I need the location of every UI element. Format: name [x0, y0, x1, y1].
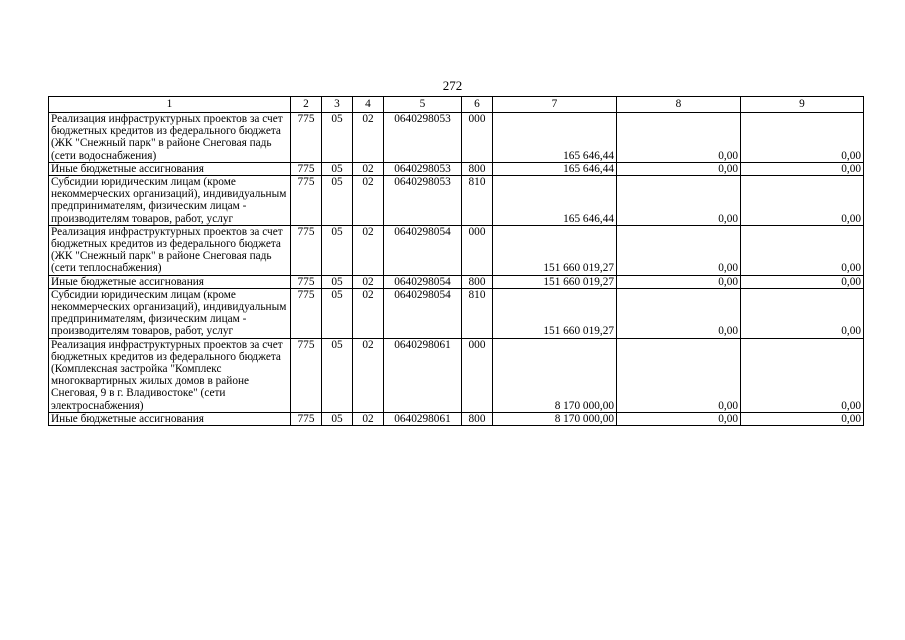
- table-row: [49, 162, 864, 175]
- amount-cell: 165 646,44: [493, 113, 617, 163]
- amount-cell: 0,00: [741, 412, 864, 425]
- header-row: [49, 97, 864, 113]
- code-cell: 02: [353, 338, 384, 412]
- amount-cell: 0,00: [741, 162, 864, 175]
- code-cell: 800: [462, 162, 493, 175]
- code-cell: 0640298053: [384, 113, 462, 163]
- amount-cell: 8 170 000,00: [493, 338, 617, 412]
- amount-cell: 0,00: [617, 288, 741, 338]
- row-name-cell: Иные бюджетные ассигнования: [49, 162, 291, 175]
- code-cell: 775: [291, 412, 322, 425]
- table-row: [49, 288, 864, 338]
- row-name-cell: Реализация инфраструктурных проектов за счет бюджетных кредитов из федерального бюджета (ЖК "Снежный парк" в районе Снеговая падь (сети водоснабжения): [49, 113, 291, 163]
- code-cell: 775: [291, 275, 322, 288]
- code-cell: 800: [462, 275, 493, 288]
- amount-cell: 0,00: [741, 275, 864, 288]
- code-cell: 05: [322, 338, 353, 412]
- table-row: [49, 176, 864, 226]
- code-cell: 0640298061: [384, 338, 462, 412]
- code-cell: 05: [322, 225, 353, 275]
- code-cell: 0640298061: [384, 412, 462, 425]
- amount-cell: 0,00: [741, 225, 864, 275]
- column-header: 5: [384, 97, 462, 113]
- code-cell: 05: [322, 113, 353, 163]
- code-cell: 0640298054: [384, 288, 462, 338]
- table-row: [49, 275, 864, 288]
- table-row: [49, 412, 864, 425]
- code-cell: 810: [462, 288, 493, 338]
- table-row: [49, 225, 864, 275]
- amount-cell: 0,00: [741, 176, 864, 226]
- code-cell: 775: [291, 225, 322, 275]
- amount-cell: 8 170 000,00: [493, 412, 617, 425]
- row-name-cell: Субсидии юридическим лицам (кроме некоммерческих организаций), индивидуальным предпринимателям, физическим лицам - производителям товаров, работ, услуг: [49, 176, 291, 226]
- row-name-cell: Иные бюджетные ассигнования: [49, 275, 291, 288]
- column-header: 6: [462, 97, 493, 113]
- page-number: 272: [442, 78, 463, 93]
- code-cell: 000: [462, 338, 493, 412]
- code-cell: 0640298053: [384, 162, 462, 175]
- code-cell: 775: [291, 162, 322, 175]
- column-header: 1: [49, 97, 291, 113]
- code-cell: 02: [353, 412, 384, 425]
- code-cell: 05: [322, 288, 353, 338]
- amount-cell: 0,00: [617, 162, 741, 175]
- code-cell: 05: [322, 162, 353, 175]
- code-cell: 775: [291, 113, 322, 163]
- amount-cell: 0,00: [741, 113, 864, 163]
- code-cell: 775: [291, 176, 322, 226]
- amount-cell: 0,00: [741, 288, 864, 338]
- amount-cell: 151 660 019,27: [493, 275, 617, 288]
- code-cell: 000: [462, 113, 493, 163]
- code-cell: 05: [322, 275, 353, 288]
- amount-cell: 0,00: [617, 225, 741, 275]
- code-cell: 05: [322, 176, 353, 226]
- row-name-cell: Реализация инфраструктурных проектов за счет бюджетных кредитов из федерального бюджета (ЖК "Снежный парк" в районе Снеговая падь (сети теплоснабжения): [49, 225, 291, 275]
- amount-cell: 0,00: [617, 275, 741, 288]
- code-cell: 775: [291, 338, 322, 412]
- code-cell: 02: [353, 176, 384, 226]
- code-cell: 02: [353, 288, 384, 338]
- code-cell: 02: [353, 162, 384, 175]
- column-header: 7: [493, 97, 617, 113]
- table-row: [49, 113, 864, 163]
- amount-cell: 165 646,44: [493, 176, 617, 226]
- budget-table: [48, 96, 864, 426]
- code-cell: 02: [353, 275, 384, 288]
- code-cell: 800: [462, 412, 493, 425]
- column-header: 4: [353, 97, 384, 113]
- amount-cell: 151 660 019,27: [493, 225, 617, 275]
- code-cell: 0640298054: [384, 225, 462, 275]
- amount-cell: 0,00: [617, 176, 741, 226]
- code-cell: 02: [353, 225, 384, 275]
- code-cell: 0640298054: [384, 275, 462, 288]
- amount-cell: 0,00: [617, 412, 741, 425]
- row-name-cell: Субсидии юридическим лицам (кроме некоммерческих организаций), индивидуальным предпринимателям, физическим лицам - производителям товаров, работ, услуг: [49, 288, 291, 338]
- amount-cell: 0,00: [617, 338, 741, 412]
- amount-cell: 0,00: [617, 113, 741, 163]
- column-header: 9: [741, 97, 864, 113]
- code-cell: 775: [291, 288, 322, 338]
- row-name-cell: Реализация инфраструктурных проектов за счет бюджетных кредитов из федерального бюджета (Комплексная застройка "Комплекс многоквартирных жилых домов в районе Снеговая, 9 в г. Владивостоке" (сети электроснабжения): [49, 338, 291, 412]
- code-cell: 0640298053: [384, 176, 462, 226]
- code-cell: 02: [353, 113, 384, 163]
- column-header: 3: [322, 97, 353, 113]
- code-cell: 05: [322, 412, 353, 425]
- code-cell: 000: [462, 225, 493, 275]
- column-header: 2: [291, 97, 322, 113]
- amount-cell: 165 646,44: [493, 162, 617, 175]
- amount-cell: 0,00: [741, 338, 864, 412]
- code-cell: 810: [462, 176, 493, 226]
- row-name-cell: Иные бюджетные ассигнования: [49, 412, 291, 425]
- amount-cell: 151 660 019,27: [493, 288, 617, 338]
- column-header: 8: [617, 97, 741, 113]
- table-row: [49, 338, 864, 412]
